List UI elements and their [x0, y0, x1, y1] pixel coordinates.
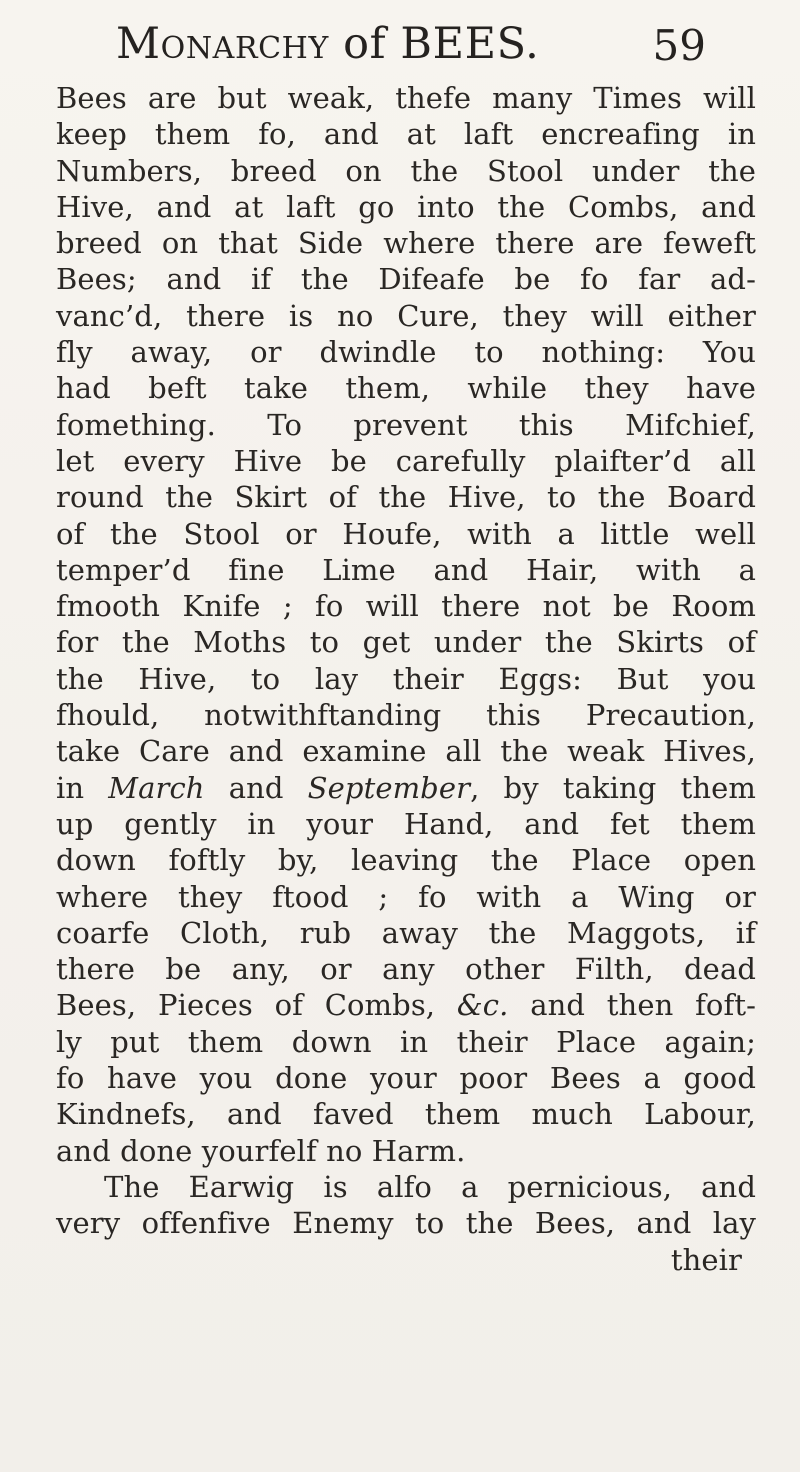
text-line: let every Hive be carefully plaifter’d all — [56, 443, 756, 478]
text-line: Bees are but weak, thefe many Times will — [56, 81, 756, 115]
text-line: coarfe Cloth, rub away the Maggots, if — [56, 915, 756, 950]
text-line: there be any, or any other Filth, dead — [56, 952, 756, 987]
body-text — [56, 80, 756, 1278]
text-line-etcetera — [56, 987, 756, 1023]
text-line: the Hive, to lay their Eggs: But you — [56, 661, 756, 696]
text-line: down foftly by, leaving the Place open — [56, 843, 756, 878]
text-line: Hive, and at laft go into the Combs, and — [56, 189, 756, 224]
italic-etcetera: &c. — [456, 988, 509, 1023]
text-run: in — [56, 770, 109, 805]
paragraph-end-line: and done yourfelf no Harm. — [56, 1133, 466, 1168]
text-line: round the Skirt of the Hive, to the Board — [56, 480, 756, 515]
text-line: ly put them down in their Place again; — [56, 1024, 756, 1059]
text-line: fly away, or dwindle to nothing: You — [56, 335, 756, 370]
running-title-word-bees: BEES. — [400, 19, 540, 69]
text-line: vanc’d, there is no Cure, they will either — [56, 298, 756, 333]
text-line: breed on that Side where there are feweft — [56, 226, 756, 261]
text-run: and — [204, 770, 308, 805]
text-line: where they ftood ; fo with a Wing or — [56, 879, 756, 914]
page-number: 59 — [652, 21, 706, 70]
italic-month-september: September — [307, 770, 471, 805]
text-line: fo have you done your poor Bees a good — [56, 1061, 756, 1096]
running-title-word-of: of — [328, 19, 401, 69]
text-run: and then foft- — [508, 988, 756, 1023]
catchword: their — [670, 1242, 742, 1277]
text-line: take Care and examine all the weak Hives, — [56, 734, 756, 769]
text-line: Kindnefs, and faved them much Labour, — [56, 1097, 756, 1132]
text-line: fhould, notwithftanding this Precaution, — [56, 698, 756, 733]
running-title-word-monarchy: Monarchy — [116, 19, 329, 69]
text-line: Bees; and if the Difeafe be fo far ad- — [56, 262, 756, 297]
text-line: of the Stool or Houfe, with a little well — [56, 516, 756, 551]
text-line: keep them fo, and at laft encreafing in — [56, 117, 756, 152]
page-header — [116, 14, 706, 78]
text-line: fomething. To prevent this Mifchief, — [56, 407, 756, 442]
text-line-italic-months — [56, 770, 756, 806]
running-title — [116, 14, 539, 74]
text-run: Bees, Pieces of Combs, — [56, 988, 457, 1023]
text-line: very offenfive Enemy to the Bees, and lay — [56, 1206, 756, 1241]
text-line: had beft take them, while they have — [56, 371, 756, 406]
paragraph-start-line: The Earwig is alfo a pernicious, and — [104, 1169, 756, 1204]
text-line: up gently in your Hand, and fet them — [56, 806, 756, 841]
text-run: , by taking them — [470, 770, 756, 805]
italic-month-march: March — [108, 770, 205, 805]
text-line: Numbers, breed on the Stool under the — [56, 153, 756, 188]
text-line: for the Moths to get under the Skirts of — [56, 625, 756, 660]
text-line: temper’d fine Lime and Hair, with a — [56, 552, 756, 587]
text-line: fmooth Knife ; fo will there not be Room — [56, 589, 756, 624]
